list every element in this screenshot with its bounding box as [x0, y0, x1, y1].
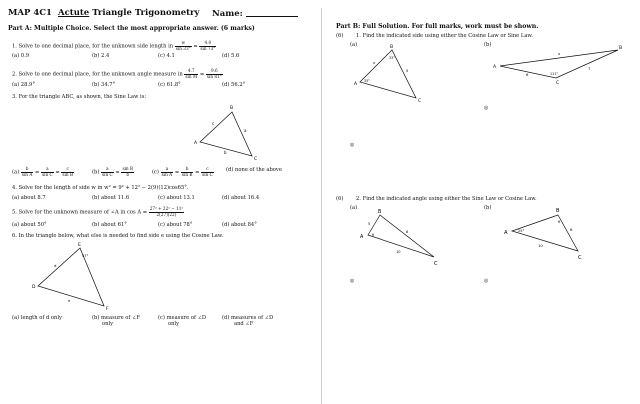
q3-label-B: B [230, 106, 234, 111]
pb-q2a-label-A: A [360, 235, 364, 240]
q1-fraction-2 [199, 41, 216, 51]
pb-q2-a-label: (a) [350, 205, 358, 211]
q6-label-d: d [54, 263, 57, 268]
q3-b-label: (b) [92, 169, 100, 176]
pb-q2b-label-C: C [578, 255, 582, 261]
worksheet-title [58, 10, 199, 16]
q2-f1-den: sin M [185, 73, 198, 79]
q3-label-c: c [212, 121, 215, 126]
pb-q1a-triangle-diagram [346, 42, 426, 104]
pb-q1a-triangle [360, 50, 416, 98]
q1-equals: = [193, 43, 198, 50]
q2-option-a[interactable]: (a) 28.9° [12, 82, 35, 88]
q6-option-a[interactable]: (a) length of d only [12, 315, 62, 321]
q3-c-f2-num: b [181, 167, 194, 173]
q3-a-eq-1: = [35, 169, 40, 176]
q2-text: 2. Solve to one decimal place, for the unknown angle measure in [12, 71, 183, 78]
name-line [246, 10, 298, 17]
q4-option-d[interactable]: (d) about 16.4 [222, 195, 260, 201]
q3-option-d[interactable]: (d) none of the above [226, 167, 282, 173]
pb-q2-mark: (6) [336, 196, 344, 202]
q3-label-A: A [194, 141, 198, 146]
pb-q2a-label-B: B [378, 210, 382, 215]
pb-q2b-angle-A: 25° [518, 229, 525, 233]
q3-a-frac-1 [21, 167, 34, 177]
pb-q1b-label-C: C [556, 81, 560, 84]
pb-q1a-angle-B: 33° [389, 56, 395, 60]
q4-option-b[interactable]: (b) about 11.6 [92, 195, 130, 201]
q4-option-a[interactable]: (a) about 8.7 [12, 195, 46, 201]
q3-a-f3-num: c [61, 167, 74, 173]
pb-q2-text: 2. Find the indicated angle using either the Sine Law or Cosine Law. [356, 196, 537, 202]
q6-b-line2: only [102, 321, 114, 327]
pb-q2a-work-marker: ◎ [350, 278, 355, 284]
pb-q1a-work-marker: ◎ [350, 142, 355, 148]
q5-option-c[interactable]: (c) about 78° [158, 222, 193, 228]
pb-q1-mark: (6) [336, 33, 344, 39]
q1-f2-den: sin 73° [200, 45, 216, 51]
q1-option-a[interactable]: (a) 0.9 [12, 53, 30, 59]
course-code: MAP 4C1 [8, 8, 52, 18]
q3-c-frac-1 [161, 167, 174, 177]
q6-triangle-diagram [28, 240, 118, 312]
q6-option-c[interactable] [158, 315, 206, 327]
pb-q2a-side-10: 10 [396, 250, 401, 254]
q3-c-f1-num: a [161, 167, 174, 173]
q3-a-f1-num: b [21, 167, 34, 173]
q3-a-frac-2 [41, 167, 54, 177]
pb-q2b-label-B: B [556, 208, 560, 214]
q1-fraction-1 [175, 41, 192, 51]
q6-option-d[interactable] [222, 315, 273, 327]
q3-a-frac-3 [61, 167, 74, 177]
q6-label-D: D [32, 285, 36, 290]
q5-prompt [12, 207, 184, 217]
q6-d-line2: and ∠F [234, 321, 254, 327]
q1-f2-num: 4.0 [199, 41, 216, 47]
q3-a-f2-den: sin C [42, 171, 53, 177]
q5-f-num: 27² + 22² − 11² [149, 206, 184, 211]
q6-triangle [38, 248, 104, 306]
pb-q2a-triangle-diagram [356, 205, 446, 267]
q3-c-f2-den: sin B [181, 171, 193, 177]
q6-option-b[interactable] [92, 315, 140, 327]
q1-option-c[interactable]: (c) 4.1 [158, 53, 175, 59]
q3-option-a[interactable] [12, 167, 74, 177]
pb-q2b-label-A: A [504, 230, 508, 236]
q5-text: 5. Solve for the unknown measure of ∠A in cos A = [12, 209, 148, 216]
q6-c-line2: only [168, 321, 180, 327]
q3-c-frac-2 [181, 167, 194, 177]
pb-q1b-label-B: B [619, 46, 623, 51]
pb-q1-b-label: (b) [484, 42, 492, 48]
q1-prompt [12, 41, 216, 51]
q6-b-line1: (b) measure of ∠F [92, 315, 140, 321]
pb-q1a-label-C: C [418, 99, 422, 104]
q1-f1-den: sin 33° [175, 45, 191, 51]
name-field [212, 10, 298, 17]
title-rest: Triangle Trigonometry [92, 8, 200, 18]
q3-c-f3-num: c [201, 167, 214, 173]
q3-label-b: b [224, 150, 227, 155]
pb-q2b-side-6: 6 [570, 227, 573, 232]
pb-q1a-label-A: A [354, 82, 358, 87]
q3-b-eq: = [115, 169, 120, 176]
pb-q2b-triangle [512, 215, 578, 251]
pb-q1a-side-x: x [373, 60, 376, 65]
q5-f-den: 2(27)(22) [156, 211, 177, 217]
q2-equals: = [199, 71, 205, 78]
pb-q1b-side-x: x [558, 51, 561, 56]
pb-q2b-side-10: 10 [538, 243, 543, 248]
pb-q1-a-label: (a) [350, 42, 358, 48]
pb-q1b-side-7: 7 [588, 66, 591, 71]
q4-text: 4. Solve for the length of side w in w² = 9² + 12² − 2(9)(12)cos65°. [12, 185, 189, 191]
pb-q2-b-label: (b) [484, 205, 492, 211]
pb-q2b-angle-x: θ [558, 220, 561, 224]
q3-a-label: (a) [12, 169, 20, 176]
pb-q1b-triangle-diagram [490, 44, 630, 84]
q1-option-b[interactable]: (b) 2.4 [92, 53, 110, 59]
q3-a-f2-num: a [41, 167, 54, 173]
q6-c-line1: (c) measure of ∠D [158, 315, 207, 321]
q3-c-label: (c) [152, 169, 159, 176]
q3-b-f1-den: sin C [102, 171, 113, 177]
q5-option-a[interactable]: (a) about 50° [12, 222, 47, 228]
q3-b-frac-1 [101, 167, 114, 177]
q3-c-frac-3 [201, 167, 214, 177]
pb-q2b-triangle-diagram [498, 205, 598, 265]
q3-c-f3-den: sin C [202, 171, 213, 177]
q6-label-F: F [106, 307, 109, 312]
q1-option-d[interactable]: (d) 5.6 [222, 53, 240, 59]
q6-d-line1: (d) measures of ∠D [222, 315, 274, 321]
q2-prompt [12, 69, 223, 79]
q4-option-c[interactable]: (c) about 13.1 [158, 195, 195, 201]
q1-text: 1. Solve to one decimal place, for the unknown side length in [12, 43, 174, 50]
pb-q2a-side-8: 8 [406, 230, 409, 234]
pb-q2a-angle: θ [372, 233, 375, 237]
q2-option-c[interactable]: (c) 61.8° [158, 82, 181, 88]
q3-c-eq-1: = [174, 169, 180, 176]
part-b-heading: Part B: Full Solution. For full marks, work must be shown. [336, 23, 539, 30]
q5-fraction [149, 207, 184, 217]
pb-q2b-work-marker: ◎ [484, 278, 489, 284]
q6-angle-E: 57° [82, 254, 89, 258]
q3-text: 3. For the triangle ABC, as shown, the Sine Law is: [12, 94, 147, 100]
q2-fraction-1 [184, 69, 198, 79]
title-prefix: Actute [58, 8, 90, 18]
pb-q2a-triangle [368, 215, 434, 257]
pb-q2a-label-C: C [434, 262, 438, 267]
pb-q1b-side-6: 6 [526, 72, 529, 77]
pb-q1b-work-marker: ◎ [484, 105, 489, 111]
q2-fraction-2 [206, 69, 223, 79]
q5-option-d[interactable]: (d) about 84° [222, 222, 257, 228]
q2-f2-den: sin 81° [206, 73, 222, 79]
q3-option-b[interactable] [92, 167, 134, 177]
q3-label-a: a [244, 128, 247, 133]
q3-triangle-diagram [190, 100, 270, 165]
pb-q1a-side-5: 5 [406, 68, 409, 73]
q3-a-eq-2: = [55, 169, 60, 176]
q3-b-frac-2 [121, 167, 134, 177]
pb-q1-text: 1. Find the indicated side using either the Cosine Law or Sine Law. [356, 33, 533, 39]
q2-option-b[interactable]: (b) 34.7° [92, 82, 116, 88]
q3-label-C: C [254, 157, 258, 162]
q2-f2-num: 9.6 [206, 69, 223, 75]
right-column [322, 0, 640, 404]
part-a-heading: Part A: Multiple Choice. Select the most appropriate answer. (6 marks) [8, 25, 255, 32]
q3-c-eq-2: = [195, 169, 200, 176]
pb-q2a-side-5: 5 [368, 222, 371, 226]
q3-a-f3-den: sin B [62, 171, 74, 177]
q6-text: 6. In the triangle below, what else is needed to find side e using the Cosine Law. [12, 233, 224, 239]
pb-q1b-angle-C: 111° [550, 72, 558, 76]
q3-c-f1-den: sin A [161, 171, 173, 177]
q5-option-b[interactable]: (b) about 61° [92, 222, 127, 228]
pb-q1b-label-A: A [493, 65, 497, 70]
q2-f1-num: 4.7 [184, 69, 198, 75]
q1-f1-num: w [175, 41, 192, 47]
q3-b-f1-num: a [101, 167, 114, 173]
pb-q1a-angle-A: 35° [364, 79, 370, 83]
q6-label-E: E [78, 243, 81, 248]
name-label: Name: [212, 9, 243, 19]
q3-a-f1-den: sin A [21, 171, 33, 177]
q2-option-d[interactable]: (d) 56.2° [222, 82, 246, 88]
pb-q1a-label-B: B [390, 45, 394, 50]
q3-b-f2-num: sin B [122, 166, 134, 171]
q6-label-e: e [68, 298, 71, 303]
q3-b-f2-den: b [126, 171, 130, 177]
q3-option-c[interactable] [152, 167, 214, 177]
